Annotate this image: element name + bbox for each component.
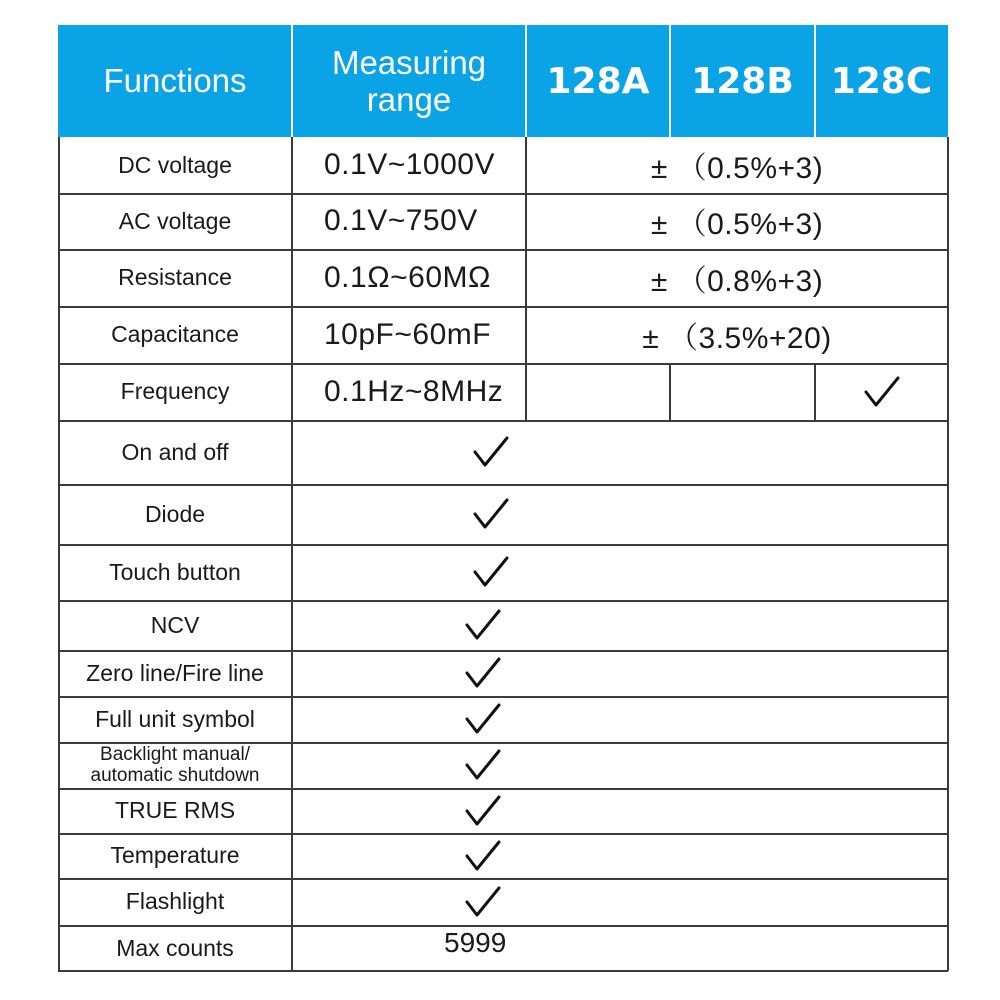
function-text: Flashlight xyxy=(125,888,225,914)
range-text: 0.1V~1000V xyxy=(324,148,495,181)
row-accuracy-value xyxy=(526,137,948,193)
row-divider xyxy=(58,788,948,790)
row-support-cell xyxy=(292,878,948,925)
frequency-128a-cell xyxy=(526,363,670,420)
row-support-cell xyxy=(292,650,948,696)
row-divider xyxy=(58,193,948,195)
column-divider xyxy=(669,363,671,420)
function-text: Max counts xyxy=(116,934,234,961)
row-support-cell xyxy=(292,600,948,650)
accuracy-text: ± （0.8%+3) xyxy=(650,264,824,298)
row-divider xyxy=(58,742,948,744)
function-text: Touch button xyxy=(109,558,241,585)
function-text: DC voltage xyxy=(118,151,232,178)
function-text: Frequency xyxy=(120,378,230,404)
check-mark-icon xyxy=(464,839,502,873)
range-text: 10pF~60mF xyxy=(324,317,492,351)
row-divider xyxy=(58,878,948,880)
row-divider xyxy=(58,420,948,422)
range-text: 0.1V~750V xyxy=(324,204,478,237)
row-support-cell xyxy=(292,544,948,600)
column-divider xyxy=(525,137,527,420)
frequency-128b-cell xyxy=(670,363,815,420)
row-range-value xyxy=(292,137,526,193)
header-functions-label: Functions xyxy=(103,62,247,99)
column-divider xyxy=(814,363,816,420)
function-text-line2: automatic shutdown xyxy=(90,765,260,786)
model-128a-label: 128A xyxy=(546,60,650,102)
header-measuring-range xyxy=(292,25,526,137)
check-mark-icon xyxy=(863,375,901,409)
model-128b-label: 128B xyxy=(691,60,794,102)
header-model-128c xyxy=(815,25,948,137)
row-function-label xyxy=(58,137,292,193)
row-accuracy-value xyxy=(526,193,948,249)
check-mark-icon xyxy=(464,702,502,736)
header-range-line2: range xyxy=(366,81,452,118)
check-mark-icon xyxy=(464,608,502,642)
row-function-label xyxy=(58,878,292,925)
row-function-label xyxy=(58,788,292,833)
row-range-value xyxy=(292,363,526,420)
range-text: 0.1Ω~60MΩ xyxy=(324,260,491,294)
row-function-label xyxy=(58,420,292,484)
row-range-value xyxy=(292,249,526,306)
row-divider xyxy=(58,544,948,546)
table-border xyxy=(58,137,60,971)
row-divider xyxy=(58,833,948,835)
row-support-cell xyxy=(292,484,948,544)
header-separator xyxy=(525,25,527,137)
row-accuracy-value xyxy=(526,249,948,306)
row-function-label xyxy=(58,544,292,600)
frequency-128c-cell xyxy=(815,363,948,420)
check-mark-icon xyxy=(464,794,502,828)
check-mark-icon xyxy=(464,748,502,782)
row-divider xyxy=(58,696,948,698)
row-divider xyxy=(58,249,948,251)
row-range-value xyxy=(292,306,526,363)
row-accuracy-value xyxy=(526,306,948,363)
row-support-cell xyxy=(292,742,948,788)
row-function-label xyxy=(58,484,292,544)
check-mark-icon xyxy=(464,885,502,919)
row-function-label xyxy=(58,249,292,306)
check-mark-icon xyxy=(464,656,502,690)
row-support-cell xyxy=(292,696,948,742)
row-divider xyxy=(58,600,948,602)
header-range-line1: Measuring xyxy=(331,44,487,81)
row-support-cell xyxy=(292,788,948,833)
function-text: Capacitance xyxy=(111,321,239,347)
function-text-line1: Backlight manual/ xyxy=(100,744,250,765)
function-text: AC voltage xyxy=(118,207,232,234)
function-text: NCV xyxy=(150,611,200,638)
row-function-label xyxy=(58,696,292,742)
function-text: Full unit symbol xyxy=(95,705,255,732)
accuracy-text: ± （3.5%+20) xyxy=(642,321,832,355)
column-divider xyxy=(291,137,293,971)
row-function-label xyxy=(58,925,292,971)
row-divider xyxy=(58,484,948,486)
header-separator xyxy=(814,25,816,137)
header-separator xyxy=(291,25,293,137)
function-text: TRUE RMS xyxy=(114,797,236,823)
table-border xyxy=(58,970,948,972)
max-counts-text: 5999 xyxy=(444,927,507,958)
function-text: Diode xyxy=(144,500,206,527)
row-function-label xyxy=(58,193,292,249)
row-support-cell xyxy=(292,420,948,484)
row-divider xyxy=(58,925,948,927)
accuracy-text: ± （0.5%+3) xyxy=(650,208,824,241)
row-function-label xyxy=(58,306,292,363)
header-model-128b xyxy=(670,25,815,137)
function-text: Temperature xyxy=(110,842,240,868)
check-mark-icon xyxy=(472,555,510,589)
row-function-label xyxy=(58,363,292,420)
spec-table xyxy=(58,25,948,971)
max-counts-value xyxy=(292,925,948,971)
row-function-label xyxy=(58,650,292,696)
row-range-value xyxy=(292,193,526,249)
header-separator xyxy=(669,25,671,137)
check-mark-icon xyxy=(472,435,510,469)
accuracy-text: ± （0.5%+3) xyxy=(650,152,824,185)
row-divider xyxy=(58,650,948,652)
row-function-label xyxy=(58,742,292,788)
model-128c-label: 128C xyxy=(830,60,933,102)
row-support-cell xyxy=(292,833,948,878)
function-text: Zero line/Fire line xyxy=(86,659,264,686)
function-text: Resistance xyxy=(118,264,232,290)
row-function-label xyxy=(58,600,292,650)
row-divider xyxy=(58,363,948,365)
function-text: On and off xyxy=(121,438,229,465)
header-model-128a xyxy=(526,25,670,137)
header-functions xyxy=(58,25,292,137)
check-mark-icon xyxy=(472,497,510,531)
row-divider xyxy=(58,306,948,308)
table-border xyxy=(947,137,949,971)
range-text: 0.1Hz~8MHz xyxy=(324,374,504,408)
row-function-label xyxy=(58,833,292,878)
